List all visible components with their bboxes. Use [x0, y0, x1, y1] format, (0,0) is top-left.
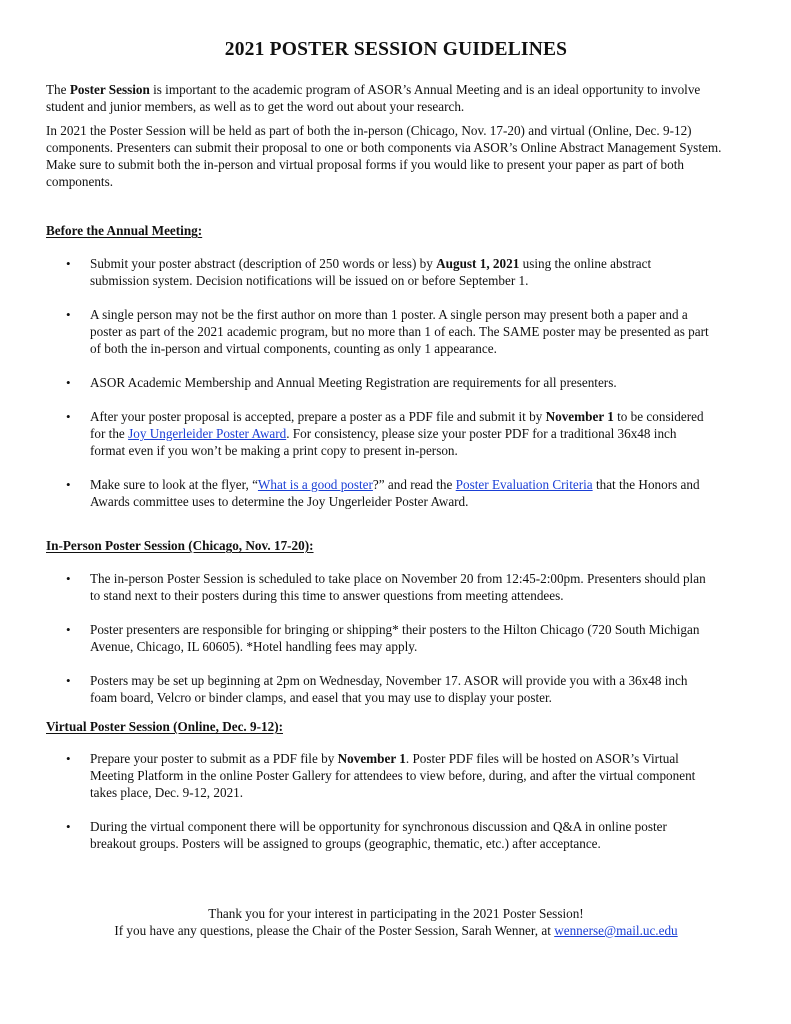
item-text: A single person may not be the first author on more than 1 poster. A single person may present both a paper and a poster as part of the 2021 academic program, but no more than 1 of each. The SAME poster may be presented as part of both the in-person and virtual components, counting as only 1 appearance.: [90, 307, 709, 356]
intro-text: The: [46, 82, 70, 97]
item-bold: August 1, 2021: [436, 256, 520, 271]
bullet-icon: •: [66, 819, 71, 834]
item-text: During the virtual component there will be opportunity for synchronous discussion and Q&A in online poster breakout groups. Posters will be assigned to groups (geographic, thematic, etc.) after acceptance.: [90, 819, 667, 851]
list-item: [46, 255, 710, 289]
bullet-icon: •: [66, 673, 71, 688]
page-title: 2021 POSTER SESSION GUIDELINES: [224, 39, 568, 60]
item-text: that the Honors and Awards committee uses to determine the Joy Ungerleider Poster Award.: [90, 477, 700, 509]
item-text: Posters may be set up beginning at 2pm on Wednesday, November 17. ASOR will provide you with a 36x48 inch foam board, Velcro or binder clamps, and easel that you may use to display your poster.: [90, 673, 688, 705]
item-text: After your poster proposal is accepted, prepare a poster as a PDF file and submit it by: [90, 409, 546, 424]
list-item: [46, 570, 710, 604]
evaluation-criteria-link[interactable]: Poster Evaluation Criteria: [455, 477, 593, 492]
intro-bold: Poster Session: [69, 82, 150, 97]
bullet-icon: •: [66, 571, 71, 586]
footer-thanks: Thank you for your interest in participating in the 2021 Poster Session!: [208, 906, 584, 921]
item-text: Poster presenters are responsible for bringing or shipping* their posters to the Hilton Chicago (720 South Michigan Avenue, Chicago, IL 60605). *Hotel handling fees may apply.: [90, 622, 700, 654]
bullet-icon: •: [66, 622, 71, 637]
bullet-icon: •: [66, 256, 71, 271]
item-text: ASOR Academic Membership and Annual Meeting Registration are requirements for all presenters.: [90, 375, 617, 390]
email-link[interactable]: wennerse@mail.uc.edu: [554, 923, 678, 938]
poster-award-link[interactable]: Joy Ungerleider Poster Award: [128, 426, 287, 441]
footer-contact: [46, 922, 746, 939]
item-text: The in-person Poster Session is scheduled to take place on November 20 from 12:45-2:00pm. Presenters should plan to stand next to their posters during this time to answer questions from meeting attendees.: [90, 571, 706, 603]
in-person-list: [46, 570, 746, 706]
item-text: . Poster PDF files will be hosted on ASOR’s Virtual Meeting Platform in the online Poster Gallery for attendees to view before, during, and after the virtual component takes place, Dec. 9-12, 2021.: [90, 751, 696, 800]
item-text: . For consistency, please size your poster PDF for a traditional 36x48 inch format even if you won’t be making a print copy to present in-person.: [90, 426, 677, 458]
bullet-icon: •: [66, 751, 71, 766]
virtual-list: [46, 750, 746, 852]
intro-text: is important to the academic program of ASOR’s Annual Meeting and is an ideal opportunity to involve student and junior members, as well as to get the word out about your research.: [46, 82, 701, 114]
intro-paragraph-2: In 2021 the Poster Session will be held as part of both the in-person (Chicago, Nov. 17-20) and virtual (Online, Dec. 9-12) components. Presenters can submit their proposal to one or both components via ASOR’s Online Abstract Management System. Make sure to submit both the in-person and virtual proposal forms if you would like to present your paper as part of both components.: [46, 123, 722, 189]
bullet-icon: •: [66, 477, 71, 492]
item-text: ?” and read the: [372, 477, 456, 492]
footer: [46, 905, 746, 939]
item-text: using the online abstract submission system. Decision notifications will be issued on or before September 1.: [90, 256, 652, 288]
list-item: [46, 672, 710, 706]
item-bold: November 1: [545, 409, 614, 424]
list-item: [46, 818, 710, 852]
item-text: Prepare your poster to submit as a PDF file by: [90, 751, 338, 766]
item-text: to be considered for the: [90, 409, 704, 441]
list-item: [46, 374, 710, 391]
section-heading-virtual: Virtual Poster Session (Online, Dec. 9-12):: [46, 719, 283, 734]
section-heading-before: Before the Annual Meeting:: [46, 223, 203, 238]
bullet-icon: •: [66, 375, 71, 390]
bullet-icon: •: [66, 307, 71, 322]
section-heading-in-person: In-Person Poster Session (Chicago, Nov. 17-20):: [46, 538, 314, 553]
list-item: [46, 750, 710, 801]
footer-text: If you have any questions, please the Chair of the Poster Session, Sarah Wenner, at: [114, 923, 555, 938]
item-text: Make sure to look at the flyer, “: [90, 477, 258, 492]
list-item: [46, 306, 710, 357]
list-item: [46, 621, 710, 655]
intro-paragraph-1: [46, 81, 736, 115]
item-bold: November 1: [337, 751, 406, 766]
item-text: Submit your poster abstract (description of 250 words or less) by: [90, 256, 437, 271]
bullet-icon: •: [66, 409, 71, 424]
good-poster-link[interactable]: What is a good poster: [257, 477, 373, 492]
before-list: [46, 255, 746, 510]
list-item: [46, 408, 710, 459]
list-item: [46, 476, 710, 510]
